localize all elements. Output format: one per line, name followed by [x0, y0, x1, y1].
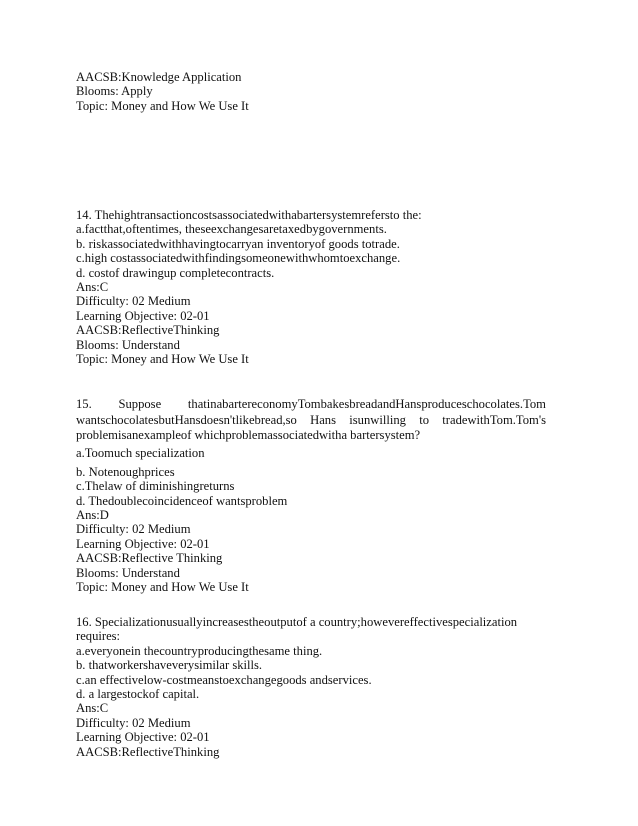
question-15-word: thatinabartereconomyTombakesbreadandHansproduceschocolates.Tom [187, 397, 546, 411]
question-16 [76, 615, 546, 759]
question-15-option-b: b. Notenoughprices [76, 464, 175, 479]
question-16-difficulty: Difficulty: 02 Medium [76, 715, 191, 730]
question-16-option-d: d. a largestockof capital. [76, 687, 200, 702]
question-15-word: to [419, 413, 430, 427]
question-15-topic: Topic: Money and How We Use It [76, 580, 249, 595]
question-16-option-b: b. thatworkershaveverysimilar skills. [76, 658, 263, 673]
question-14-text: 14. Thehightransactioncostsassociatedwithabartersystemrefersto the: [76, 208, 422, 222]
blooms-tag: Blooms: Apply [76, 84, 153, 99]
question-15-text-line-3: problemisanexampleof whichproblemassociatedwitha bartersystem? [76, 428, 421, 442]
question-16-text-line-2: requires: [76, 629, 121, 644]
question-14-learning-objective: Learning Objective: 02-01 [76, 308, 210, 323]
question-15-word: Hans [310, 413, 337, 427]
question-15-text-line-1 [76, 396, 546, 412]
question-15-word: wantschocolatesbutHansdoesn'tlikebread,so [76, 413, 297, 427]
question-14-aacsb: AACSB:ReflectiveThinking [76, 323, 220, 338]
question-16-learning-objective: Learning Objective: 02-01 [76, 730, 210, 745]
question-14-option-a: a.factthat,oftentimes, theseexchangesaretaxedbygovernments. [76, 222, 387, 237]
previous-question-metadata [76, 70, 546, 113]
question-15-text-line-2 [76, 412, 546, 428]
question-16-answer: Ans:C [76, 701, 109, 716]
question-15-aacsb: AACSB:Reflective Thinking [76, 551, 223, 566]
question-15-option-a: a.Toomuch specialization [76, 446, 205, 461]
question-15-answer: Ans:D [76, 508, 109, 523]
question-15-learning-objective: Learning Objective: 02-01 [76, 536, 210, 551]
question-15 [76, 396, 546, 594]
question-15-blooms: Blooms: Understand [76, 565, 180, 580]
question-15-difficulty: Difficulty: 02 Medium [76, 522, 191, 537]
question-16-text-line-1: 16. Specializationusuallyincreasestheoutputof a country;howevereffectivespecialization [76, 615, 518, 629]
question-15-word: isunwilling [349, 413, 406, 427]
question-15-word: tradewithTom.Tom's [442, 413, 546, 427]
question-14 [76, 208, 546, 366]
question-14-option-d: d. costof drawingup completecontracts. [76, 265, 275, 280]
aacsb-tag: AACSB:Knowledge Application [76, 70, 242, 84]
question-14-option-b: b. riskassociatedwithhavingtocarryan inventoryof goods totrade. [76, 236, 400, 251]
question-15-option-c: c.Thelaw of diminishingreturns [76, 479, 235, 494]
question-15-word: Suppose [118, 397, 162, 411]
question-15-number: 15. [76, 397, 92, 411]
question-16-aacsb: AACSB:ReflectiveThinking [76, 744, 220, 759]
question-15-option-d: d. Thedoublecoincidenceof wantsproblem [76, 493, 288, 508]
question-14-answer: Ans:C [76, 280, 109, 295]
topic-tag: Topic: Money and How We Use It [76, 98, 249, 113]
question-14-option-c: c.high costassociatedwithfindingsomeonewithwhomtoexchange. [76, 251, 401, 266]
question-14-topic: Topic: Money and How We Use It [76, 352, 249, 367]
question-16-option-a: a.everyonein thecountryproducingthesame thing. [76, 643, 323, 658]
question-14-difficulty: Difficulty: 02 Medium [76, 294, 191, 309]
question-16-option-c: c.an effectivelow-costmeanstoexchangegoods andservices. [76, 672, 372, 687]
question-14-blooms: Blooms: Understand [76, 337, 180, 352]
